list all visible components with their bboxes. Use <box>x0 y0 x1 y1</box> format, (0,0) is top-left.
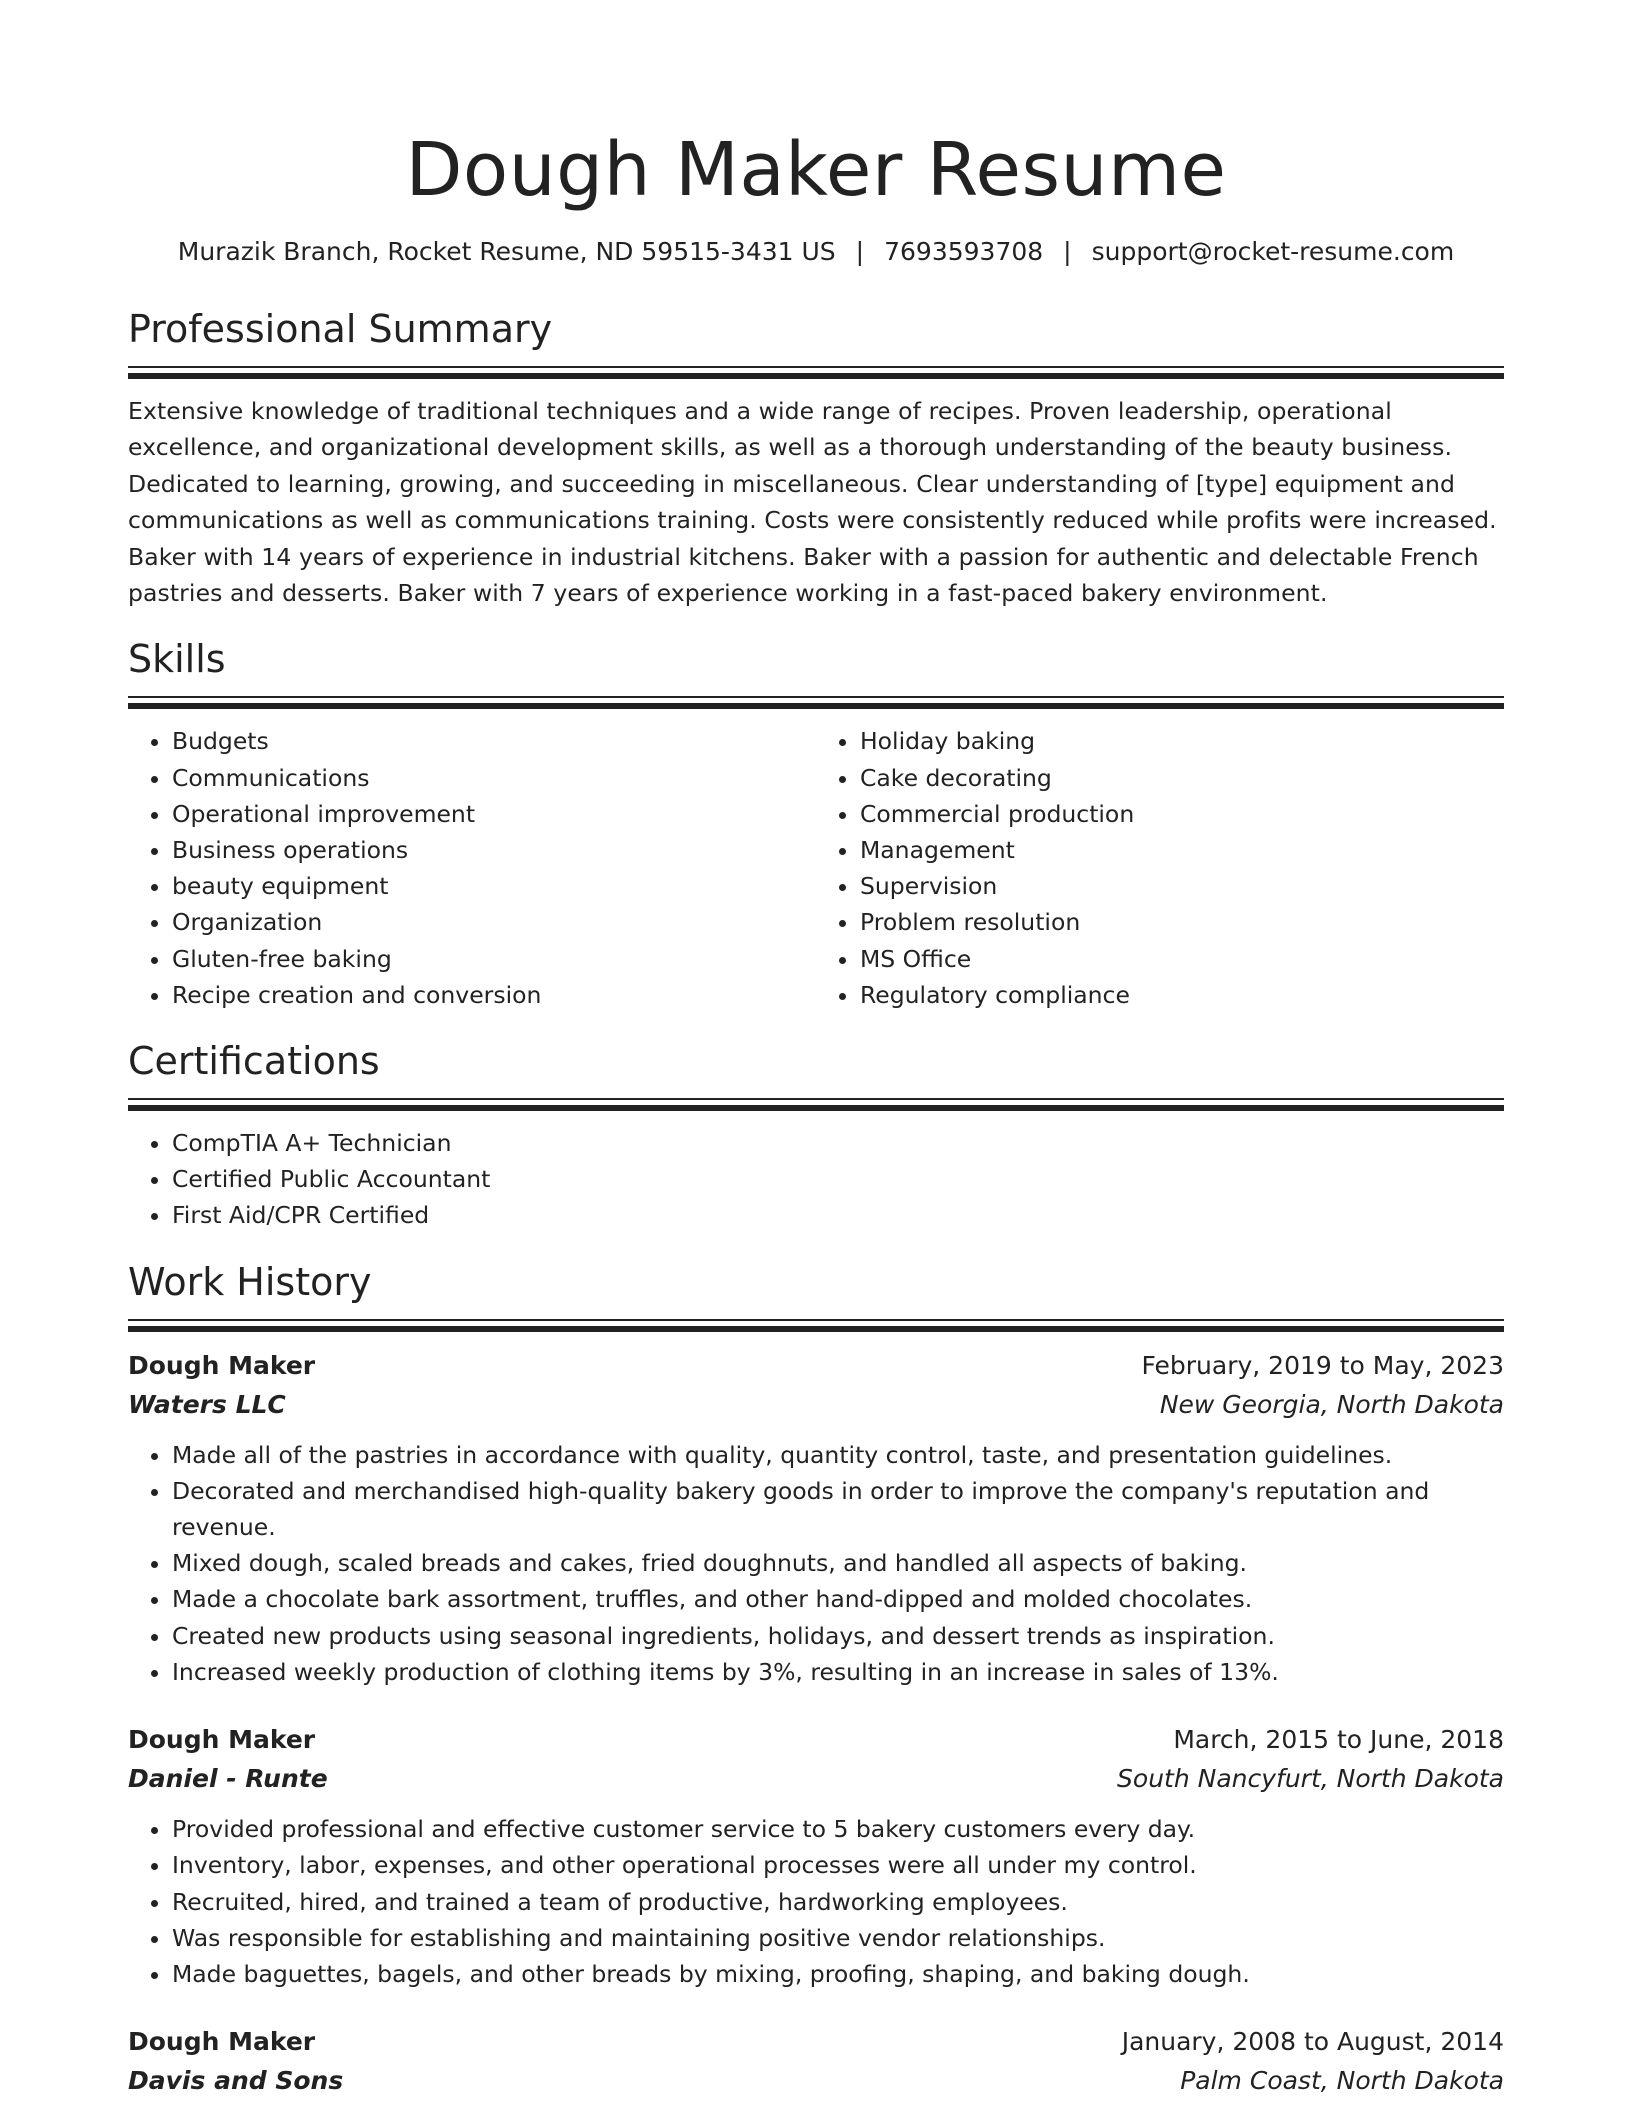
job-bullet: • Increased weekly production of clothing items by 3%, resulting in an increase in sales of 13%. <box>172 1654 1504 1690</box>
job-location: Palm Coast, North Dakota <box>1180 2066 1504 2096</box>
job-location: South Nancyfurt, North Dakota <box>1117 1764 1504 1794</box>
section-heading-work-history: Work History <box>128 1259 372 1304</box>
certifications-list <box>128 1125 1504 1234</box>
job-bullet: • Created new products using seasonal ingredients, holidays, and dessert trends as inspiration. <box>172 1618 1504 1654</box>
section-heading-certifications: Certifications <box>128 1039 380 1084</box>
job-title: Dough Maker <box>128 2027 316 2057</box>
job-bullet: • Made baguettes, bagels, and other breads by mixing, proofing, shaping, and baking dough. <box>172 1956 1504 1992</box>
section-rule <box>128 1319 1504 1321</box>
job-title: Dough Maker <box>128 1350 316 1380</box>
job-bullet-list <box>128 1437 1504 1690</box>
skill-item: • Gluten-free baking <box>172 941 816 977</box>
job-dates: March, 2015 to June, 2018 <box>1173 1725 1504 1755</box>
section-rule-thick <box>128 703 1504 709</box>
section-heading-skills: Skills <box>128 637 226 682</box>
certifications-section <box>128 1038 1504 1234</box>
section-heading-summary: Professional Summary <box>128 307 553 351</box>
job-company: Waters LLC <box>128 1389 286 1419</box>
skill-item: • Problem resolution <box>860 904 1504 940</box>
job-location: New Georgia, North Dakota <box>1159 1389 1504 1419</box>
skill-item: • Cake decorating <box>860 760 1504 796</box>
skills-list-left <box>128 723 816 1013</box>
skill-item: • Business operations <box>172 832 816 868</box>
job-entry <box>128 2022 1504 2100</box>
section-rule <box>128 366 1504 368</box>
section-rule-thick <box>128 373 1504 379</box>
certification-item: • CompTIA A+ Technician <box>172 1125 1504 1161</box>
skills-grid <box>128 723 1504 1013</box>
job-company: Daniel - Runte <box>128 1764 328 1794</box>
skill-item: • Budgets <box>172 723 816 759</box>
skill-item: • MS Office <box>860 941 1504 977</box>
contact-email[interactable]: support@rocket-resume.com <box>1091 237 1455 266</box>
resume-title: Dough Maker Resume <box>405 127 1227 213</box>
skill-item: • Organization <box>172 904 816 940</box>
job-subheader <box>128 1385 1504 1424</box>
job-bullet: • Decorated and merchandised high-quality bakery goods in order to improve the company's reputation and revenue. <box>172 1473 1504 1545</box>
job-entry <box>128 1720 1504 1992</box>
contact-phone: 7693593708 <box>884 237 1044 266</box>
job-entry <box>128 1346 1504 1690</box>
job-bullet: • Provided professional and effective customer service to 5 bakery customers every day. <box>172 1811 1504 1847</box>
job-header <box>128 1720 1504 1759</box>
skill-item: • Recipe creation and conversion <box>172 977 816 1013</box>
job-dates: January, 2008 to August, 2014 <box>1121 2027 1504 2057</box>
section-rule-thick <box>128 1105 1504 1111</box>
section-rule <box>128 696 1504 698</box>
job-bullet: • Mixed dough, scaled breads and cakes, fried doughnuts, and handled all aspects of baking. <box>172 1545 1504 1581</box>
section-rule-thick <box>128 1326 1504 1332</box>
skills-list-right <box>816 723 1504 1013</box>
job-title: Dough Maker <box>128 1725 316 1755</box>
summary-section <box>128 306 1504 611</box>
job-bullet: • Made all of the pastries in accordance with quality, quantity control, taste, and presentation guidelines. <box>172 1437 1504 1473</box>
skill-item: • Communications <box>172 760 816 796</box>
job-subheader <box>128 2061 1504 2100</box>
job-header <box>128 2022 1504 2061</box>
job-dates: February, 2019 to May, 2023 <box>1141 1350 1504 1380</box>
skill-item: • Management <box>860 832 1504 868</box>
contact-separator: | <box>855 237 865 266</box>
job-bullet: • Was responsible for establishing and maintaining positive vendor relationships. <box>172 1920 1504 1956</box>
skills-section <box>128 636 1504 1013</box>
skill-item: • Commercial production <box>860 796 1504 832</box>
certification-item: • First Aid/CPR Certified <box>172 1197 1504 1233</box>
summary-text: Extensive knowledge of traditional techniques and a wide range of recipes. Proven leadership, operational excellence, and organizational development skills, as well as a thorough understanding of the beauty business. Dedicated to learning, growing, and succeeding in miscellaneous. Clear understanding of [type] equipment and communications as well as communications training. Costs were consistently reduced while profits were increased. Baker with 14 years of experience in industrial kitchens. Baker with a passion for authentic and delectable French pastries and desserts. Baker with 7 years of experience working in a fast-paced bakery environment. <box>128 397 1497 608</box>
job-subheader <box>128 1759 1504 1798</box>
section-rule <box>128 1098 1504 1100</box>
skill-item: • Holiday baking <box>860 723 1504 759</box>
skill-item: • beauty equipment <box>172 868 816 904</box>
certification-item: • Certified Public Accountant <box>172 1161 1504 1197</box>
skill-item: • Operational improvement <box>172 796 816 832</box>
job-company: Davis and Sons <box>128 2066 344 2096</box>
skill-item: • Supervision <box>860 868 1504 904</box>
contact-address: Murazik Branch, Rocket Resume, ND 59515-3431 US <box>177 237 836 266</box>
resume-page <box>128 0 1504 2100</box>
contact-line <box>128 236 1504 268</box>
job-bullet: • Made a chocolate bark assortment, truffles, and other hand-dipped and molded chocolates. <box>172 1581 1504 1617</box>
contact-separator: | <box>1063 237 1072 266</box>
job-bullet-list <box>128 1811 1504 1992</box>
skill-item: • Regulatory compliance <box>860 977 1504 1013</box>
job-header <box>128 1346 1504 1385</box>
job-bullet: • Inventory, labor, expenses, and other operational processes were all under my control. <box>172 1847 1504 1883</box>
work-history-section <box>128 1259 1504 2100</box>
job-bullet: • Recruited, hired, and trained a team of productive, hardworking employees. <box>172 1884 1504 1920</box>
